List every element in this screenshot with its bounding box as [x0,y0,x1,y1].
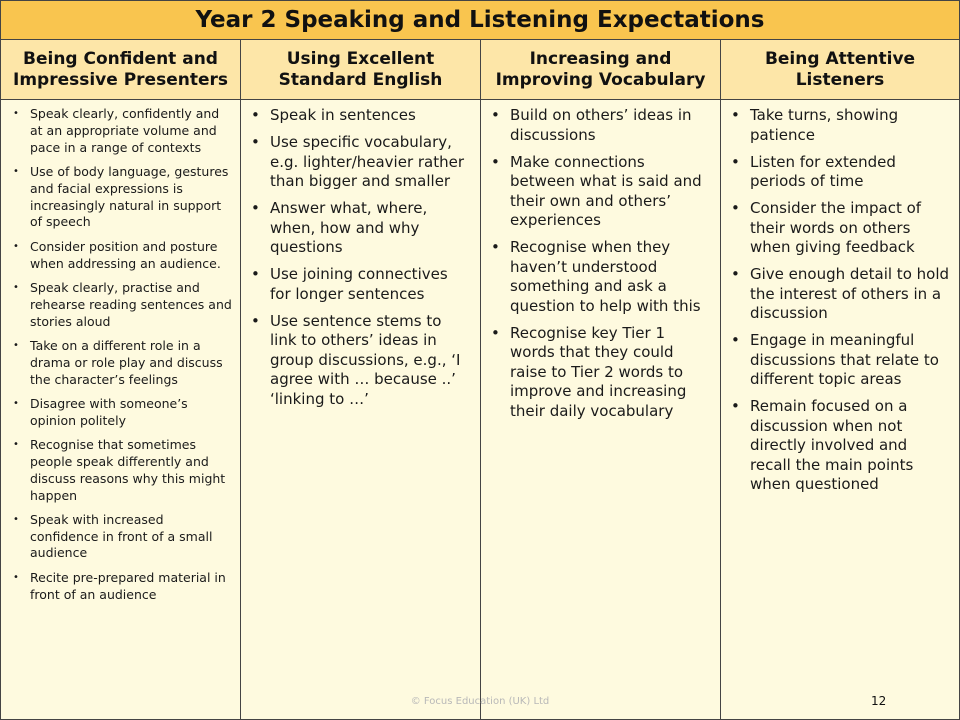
column-header-presenters: Being Confident and Impressive Presenters [1,40,241,99]
column-header-standard-english: Using Excellent Standard English [241,40,481,99]
column-presenters [1,100,241,719]
list-item: • Make connections between what is said and their own and others’ experiences [491,153,712,231]
list-item: • Answer what, where, when, how and why questions [251,199,472,258]
column-standard-english [241,100,481,719]
list-item: • Recognise key Tier 1 words that they could raise to Tier 2 words to improve and increasing their daily vocabulary [491,324,712,422]
list-item: • Use specific vocabulary, e.g. lighter/heavier rather than bigger and smaller [251,133,472,192]
list-item: • Speak clearly, practise and rehearse reading sentences and stories aloud [13,280,234,330]
bullet-list [721,100,959,495]
bullet-list [1,100,240,603]
list-item: • Remain focused on a discussion when not directly involved and recall the main points when questioned [731,397,951,495]
bullet-list [241,100,480,409]
list-item: • Disagree with someone’s opinion politely [13,396,234,430]
list-item: • Listen for extended periods of time [731,153,951,192]
column-listeners [721,100,959,719]
header-row [1,40,959,100]
list-item: • Take on a different role in a drama or role play and discuss the character’s feelings [13,338,234,388]
list-item: • Use of body language, gestures and facial expressions is increasingly natural in support of speech [13,164,234,231]
copyright-footer: © Focus Education (UK) Ltd [410,696,550,707]
list-item: • Build on others’ ideas in discussions [491,106,712,145]
list-item: • Consider position and posture when addressing an audience. [13,239,234,273]
column-vocabulary [481,100,721,719]
list-item: • Speak in sentences [251,106,472,126]
list-item: • Take turns, showing patience [731,106,951,145]
list-item: • Recite pre-prepared material in front of an audience [13,570,234,604]
bullet-list [481,100,720,421]
list-item: • Use sentence stems to link to others’ ideas in group discussions, e.g., ‘I agree with … because ..’ ‘linking to …’ [251,312,472,410]
body-row [1,100,959,719]
list-item: • Consider the impact of their words on others when giving feedback [731,199,951,258]
page-title: Year 2 Speaking and Listening Expectations [1,1,959,40]
list-item: • Engage in meaningful discussions that relate to different topic areas [731,331,951,390]
list-item: • Speak clearly, confidently and at an appropriate volume and pace in a range of contexts [13,106,234,156]
list-item: • Use joining connectives for longer sentences [251,265,472,304]
list-item: • Speak with increased confidence in front of a small audience [13,512,234,562]
list-item: • Recognise that sometimes people speak differently and discuss reasons why this might happen [13,437,234,504]
column-header-vocabulary: Increasing and Improving Vocabulary [481,40,721,99]
column-header-listeners: Being Attentive Listeners [764,48,916,90]
page-number: 12 [871,694,887,708]
list-item: • Recognise when they haven’t understood something and ask a question to help with this [491,238,712,316]
list-item: • Give enough detail to hold the interest of others in a discussion [731,265,951,324]
